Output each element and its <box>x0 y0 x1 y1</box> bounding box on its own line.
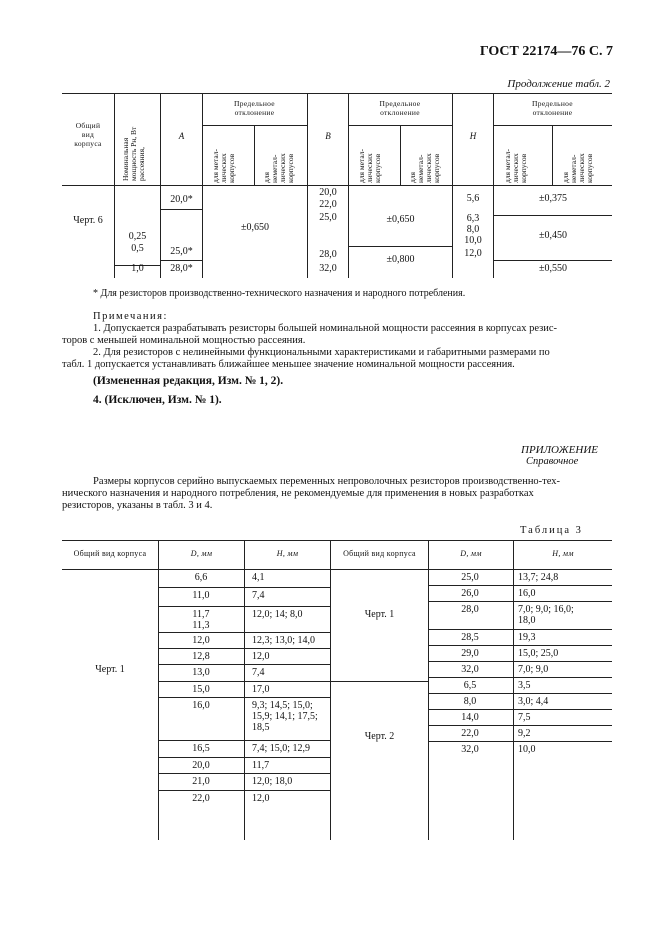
table-row-h-value: 3,5 <box>518 680 531 691</box>
table-row-h-value: 13,7; 24,8 <box>518 572 559 583</box>
h-deviation-value: ±0,550 <box>539 263 567 274</box>
a-metal-header: для метал- лических корпусов <box>211 149 236 183</box>
b-deviation-value: ±0,650 <box>386 214 415 225</box>
table-row-h-value: 19,3 <box>518 632 536 643</box>
h-value: 10,0 <box>464 235 482 246</box>
intro-line-2: нического назначения и народного потребления, не рекомендуемые для применения в новых разработках <box>62 488 534 499</box>
note-2-line-1: 2. Для резисторов с нелинейными функциональными характеристиками и габаритными размерами по <box>93 347 550 358</box>
appendix-subtitle: Справочное <box>526 456 579 467</box>
table-row-h-value: 12,0; 18,0 <box>252 776 293 787</box>
h-value: 5,6 <box>466 193 480 204</box>
t3-header-d-right: D, мм <box>460 549 482 558</box>
table-row-d-value: 25,0 <box>461 572 479 583</box>
b-nonmetal-header: для неметал- лических корпусов <box>408 153 441 183</box>
a-deviation-header: Предельное отклонение <box>234 99 275 117</box>
col-a-header: А <box>178 131 185 141</box>
edition-note: (Измененная редакция, Изм. № 1, 2). <box>93 375 284 387</box>
table-row-d-value: 6,6 <box>194 572 208 583</box>
table-row-d-value: 28,5 <box>461 632 479 643</box>
table-row-d-value: 29,0 <box>461 648 479 659</box>
b-value: 32,0 <box>319 263 337 274</box>
t3-right-type-label-1: Черт. 1 <box>364 609 395 620</box>
table-row-h-value: 9,2 <box>518 728 531 739</box>
table-row-d-value: 13,0 <box>192 667 210 678</box>
row-label: Черт. 6 <box>73 215 103 226</box>
b-value: 22,0 <box>319 199 337 210</box>
power-value: 1,0 <box>131 263 144 274</box>
table-row-d-value: 8,0 <box>463 696 477 707</box>
h-value: 6,3 <box>466 213 480 224</box>
table-row-d-value: 20,0 <box>192 760 210 771</box>
table-row-d-value: 32,0 <box>461 744 479 755</box>
note-2-line-2: табл. 1 допускается устанавливать ближайшее меньшее значение номинальной мощности рассеяния. <box>62 359 515 370</box>
b-metal-header: для метал- лических корпусов <box>357 149 382 183</box>
table-row-h-value: 7,4 <box>252 590 265 601</box>
table-row-h-value: 12,0; 14; 8,0 <box>252 609 303 620</box>
table-3 <box>62 540 612 840</box>
table-row-d-value: 22,0 <box>461 728 479 739</box>
t3-header-d-left: D, мм <box>190 549 213 558</box>
b-deviation-header: Предельное отклонение <box>379 99 421 117</box>
t3-header-h-right: H, мм <box>552 549 574 558</box>
table-row-d-value: 16,5 <box>192 743 210 754</box>
notes-title: Примечания: <box>93 311 168 322</box>
h-deviation-value: ±0,450 <box>539 230 567 241</box>
table-3-caption: Таблица 3 <box>520 525 583 536</box>
note-1-line-1: 1. Допускается разрабатывать резисторы большей номинальной мощности рассеяния в корпусах резис- <box>93 323 558 334</box>
col-power-header: Номинальная мощность Рн, Вт рассеяния, <box>121 126 146 181</box>
a-value: 25,0* <box>170 246 193 257</box>
power-value: 0,25 <box>128 231 147 242</box>
table-row-d-value: 21,0 <box>192 776 210 787</box>
table-row-h-value: 11,7 <box>252 760 270 771</box>
table-row-h-value: 10,0 <box>518 744 536 755</box>
h-nonmetal-header: для неметал- лических корпусов <box>561 153 594 183</box>
intro-line-3: резисторов, указаны в табл. 3 и 4. <box>62 500 213 511</box>
table-row-d-value: 11,7 11,3 <box>192 609 210 631</box>
t3-right-rows <box>62 540 612 840</box>
a-deviation-value: ±0,650 <box>241 222 269 233</box>
table-row-d-value: 14,0 <box>461 712 479 723</box>
table-row-h-value: 12,0 <box>252 651 270 662</box>
t3-header-h-left: H, мм <box>276 549 299 558</box>
b-value: 20,0 <box>319 187 337 198</box>
table-row-h-value: 4,1 <box>252 572 265 583</box>
b-value: 25,0 <box>319 212 337 223</box>
table-row-d-value: 22,0 <box>192 793 210 804</box>
h-metal-header: для метал- лических корпусов <box>503 149 528 183</box>
table-2-continuation <box>62 93 612 278</box>
table-row-h-value: 12,3; 13,0; 14,0 <box>252 635 316 646</box>
t3-header-type-left: Общий вид корпуса <box>73 549 147 558</box>
table-row-h-value: 12,0 <box>252 793 270 804</box>
col-b-header: В <box>325 131 331 141</box>
table-row-d-value: 6,5 <box>463 680 477 691</box>
a-nonmetal-header: для неметал- лических корпусов <box>262 153 295 183</box>
table-row-h-value: 16,0 <box>518 588 536 599</box>
item-4: 4. (Исключен, Изм. № 1). <box>93 394 222 406</box>
h-value: 12,0 <box>464 248 482 259</box>
t3-header-type-right: Общий вид корпуса <box>343 549 416 558</box>
table-row-h-value: 9,3; 14,5; 15,0; 15,9; 14,1; 17,5; 18,5 <box>252 700 318 733</box>
table-continuation-caption: Продолжение табл. 2 <box>507 78 610 90</box>
table-row-d-value: 32,0 <box>461 664 479 675</box>
a-value: 20,0* <box>170 194 193 205</box>
table-row-d-value: 12,0 <box>192 635 210 646</box>
table-row-h-value: 7,0; 9,0; 16,0; 18,0 <box>518 604 574 626</box>
col-h-header: Н <box>469 131 477 141</box>
page-header-title: ГОСТ 22174—76 С. 7 <box>479 44 613 59</box>
b-deviation-value: ±0,800 <box>386 254 415 265</box>
h-deviation-header: Предельное отклонение <box>532 99 573 117</box>
table-row-d-value: 26,0 <box>461 588 479 599</box>
h-value: 8,0 <box>466 224 480 235</box>
table-row-h-value: 7,5 <box>518 712 531 723</box>
table-row-d-value: 15,0 <box>192 684 210 695</box>
table-row-d-value: 28,0 <box>461 604 479 615</box>
table-row-d-value: 12,8 <box>192 651 210 662</box>
t3-left-type-label: Черт. 1 <box>95 664 125 675</box>
table-footnote: * Для резисторов производственно-технического назначения и народного потребления. <box>93 288 466 299</box>
intro-line-1: Размеры корпусов серийно выпускаемых переменных непроволочных резисторов производственно-тех- <box>93 476 561 487</box>
t3-right-type-label-2: Черт. 2 <box>364 731 395 742</box>
h-deviation-value: ±0,375 <box>539 193 567 204</box>
note-1-line-2: торов с меньшей номинальной мощностью рассеяния. <box>62 335 306 346</box>
table-row-d-value: 16,0 <box>192 700 210 711</box>
power-value: 0,5 <box>131 243 144 254</box>
table-row-h-value: 7,4 <box>252 667 265 678</box>
a-value: 28,0* <box>170 263 193 274</box>
table-row-h-value: 3,0; 4,4 <box>518 696 549 707</box>
appendix-title: ПРИЛОЖЕНИЕ <box>521 444 598 456</box>
table-row-h-value: 15,0; 25,0 <box>518 648 559 659</box>
table-row-d-value: 11,0 <box>192 590 210 601</box>
col-type-header: Общий вид корпуса <box>74 121 102 148</box>
b-value: 28,0 <box>319 249 337 260</box>
table-row-h-value: 7,4; 15,0; 12,9 <box>252 743 311 754</box>
table-row-h-value: 17,0 <box>252 684 270 695</box>
table-row-h-value: 7,0; 9,0 <box>518 664 549 675</box>
